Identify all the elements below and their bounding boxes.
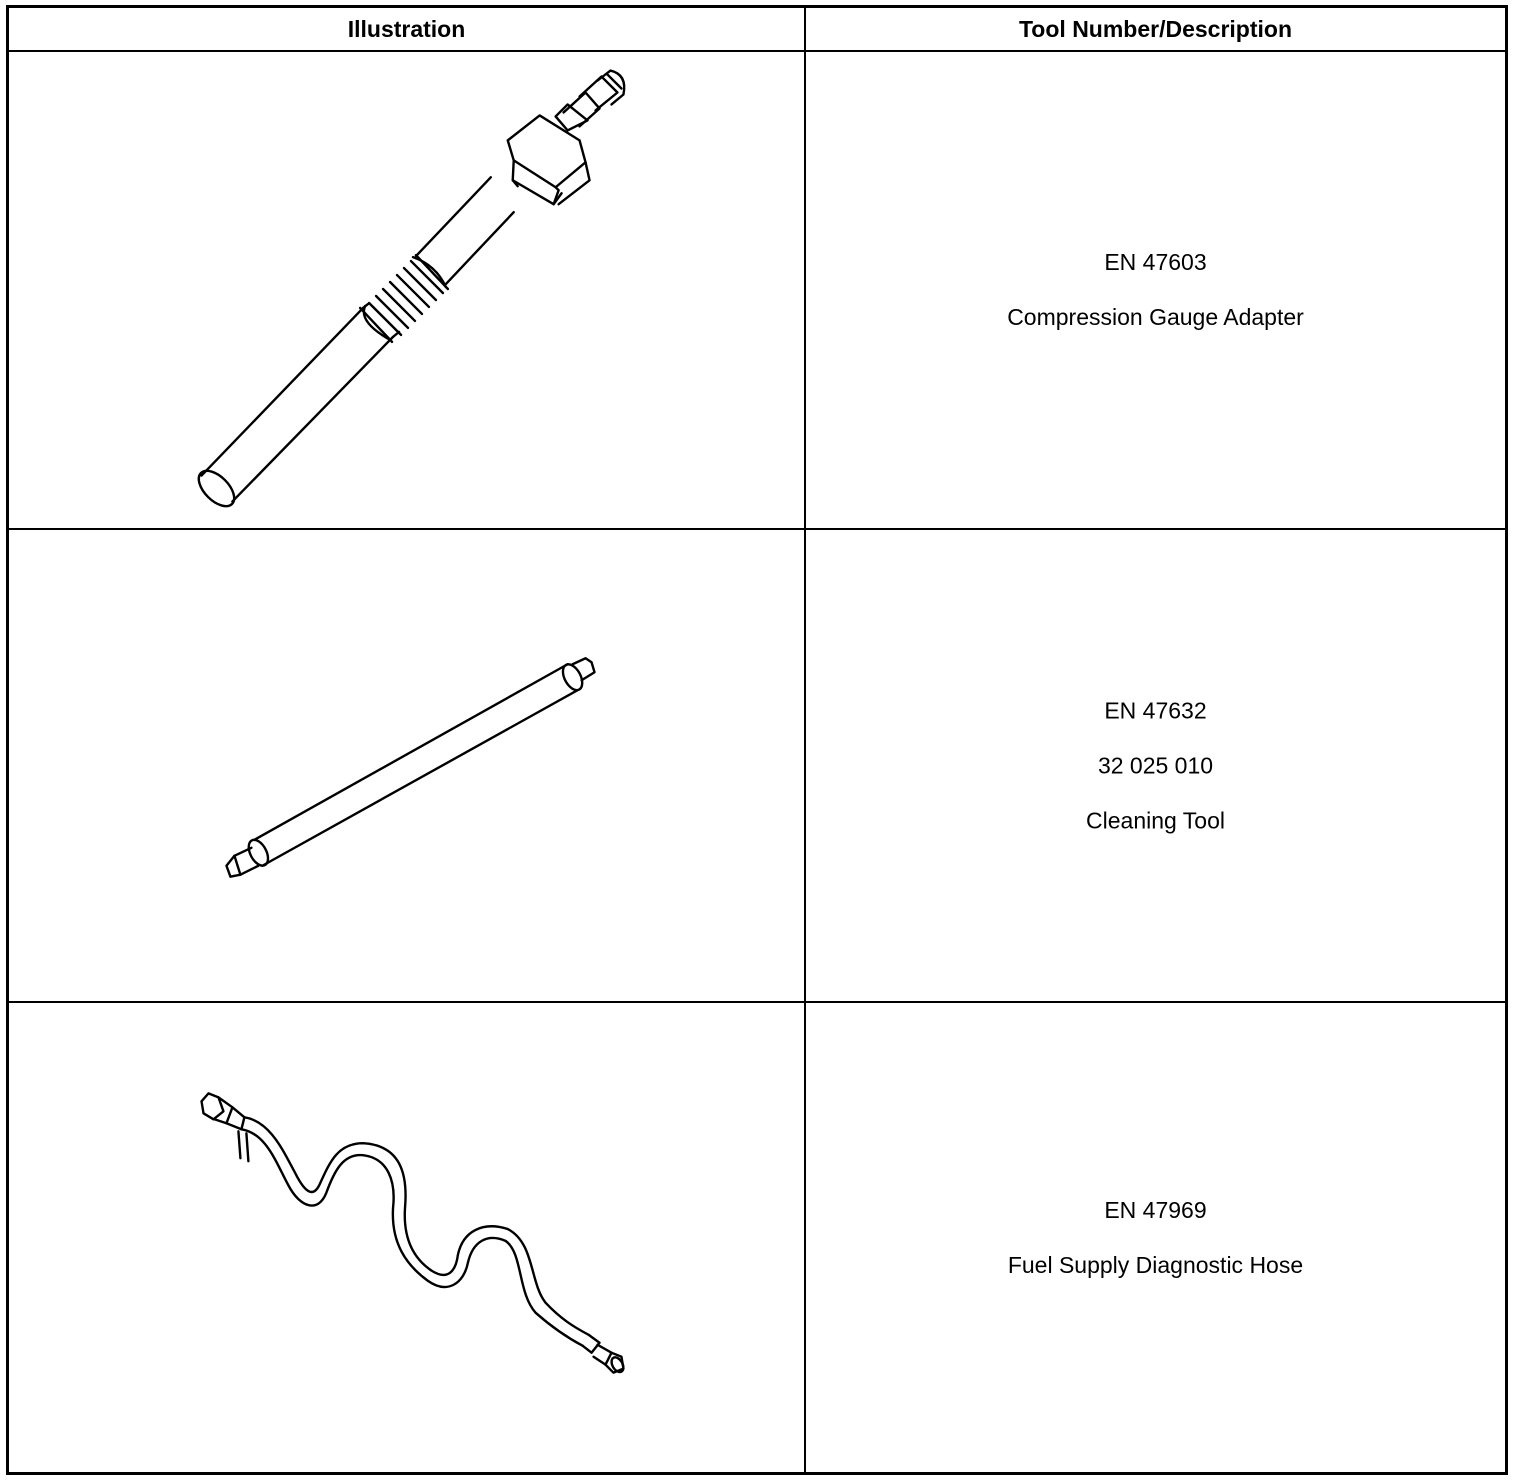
tool-description-text: Cleaning Tool	[1086, 807, 1225, 833]
fuel-hose-icon	[9, 1003, 804, 1472]
tool-number: EN 47632	[1104, 697, 1207, 723]
tool-description-cell	[806, 1003, 1505, 1472]
tool-alt-number: 32 025 010	[1097, 752, 1214, 778]
illustration-cell	[9, 1003, 806, 1472]
illustration-cell	[9, 52, 806, 528]
tool-description	[806, 235, 1505, 345]
table-row	[9, 52, 1505, 530]
tool-description-text: Compression Gauge Adapter	[1007, 304, 1304, 330]
header-tool-description: Tool Number/Description	[1018, 15, 1293, 42]
tool-description-cell	[806, 530, 1505, 1001]
table-row	[9, 530, 1505, 1003]
tool-description-cell	[806, 52, 1505, 528]
tool-number: EN 47603	[1104, 249, 1207, 275]
tool-description	[806, 1183, 1505, 1293]
table-header	[9, 8, 1505, 52]
tool-number: EN 47969	[1104, 1196, 1207, 1223]
cleaning-tool-icon	[9, 530, 804, 1001]
tool-description-text: Fuel Supply Diagnostic Hose	[1007, 1251, 1304, 1278]
special-tools-table	[6, 5, 1508, 1475]
compression-gauge-adapter-icon	[9, 52, 804, 528]
header-illustration: Illustration	[9, 8, 806, 50]
tool-description	[806, 683, 1505, 848]
table-row	[9, 1003, 1505, 1472]
illustration-cell	[9, 530, 806, 1001]
